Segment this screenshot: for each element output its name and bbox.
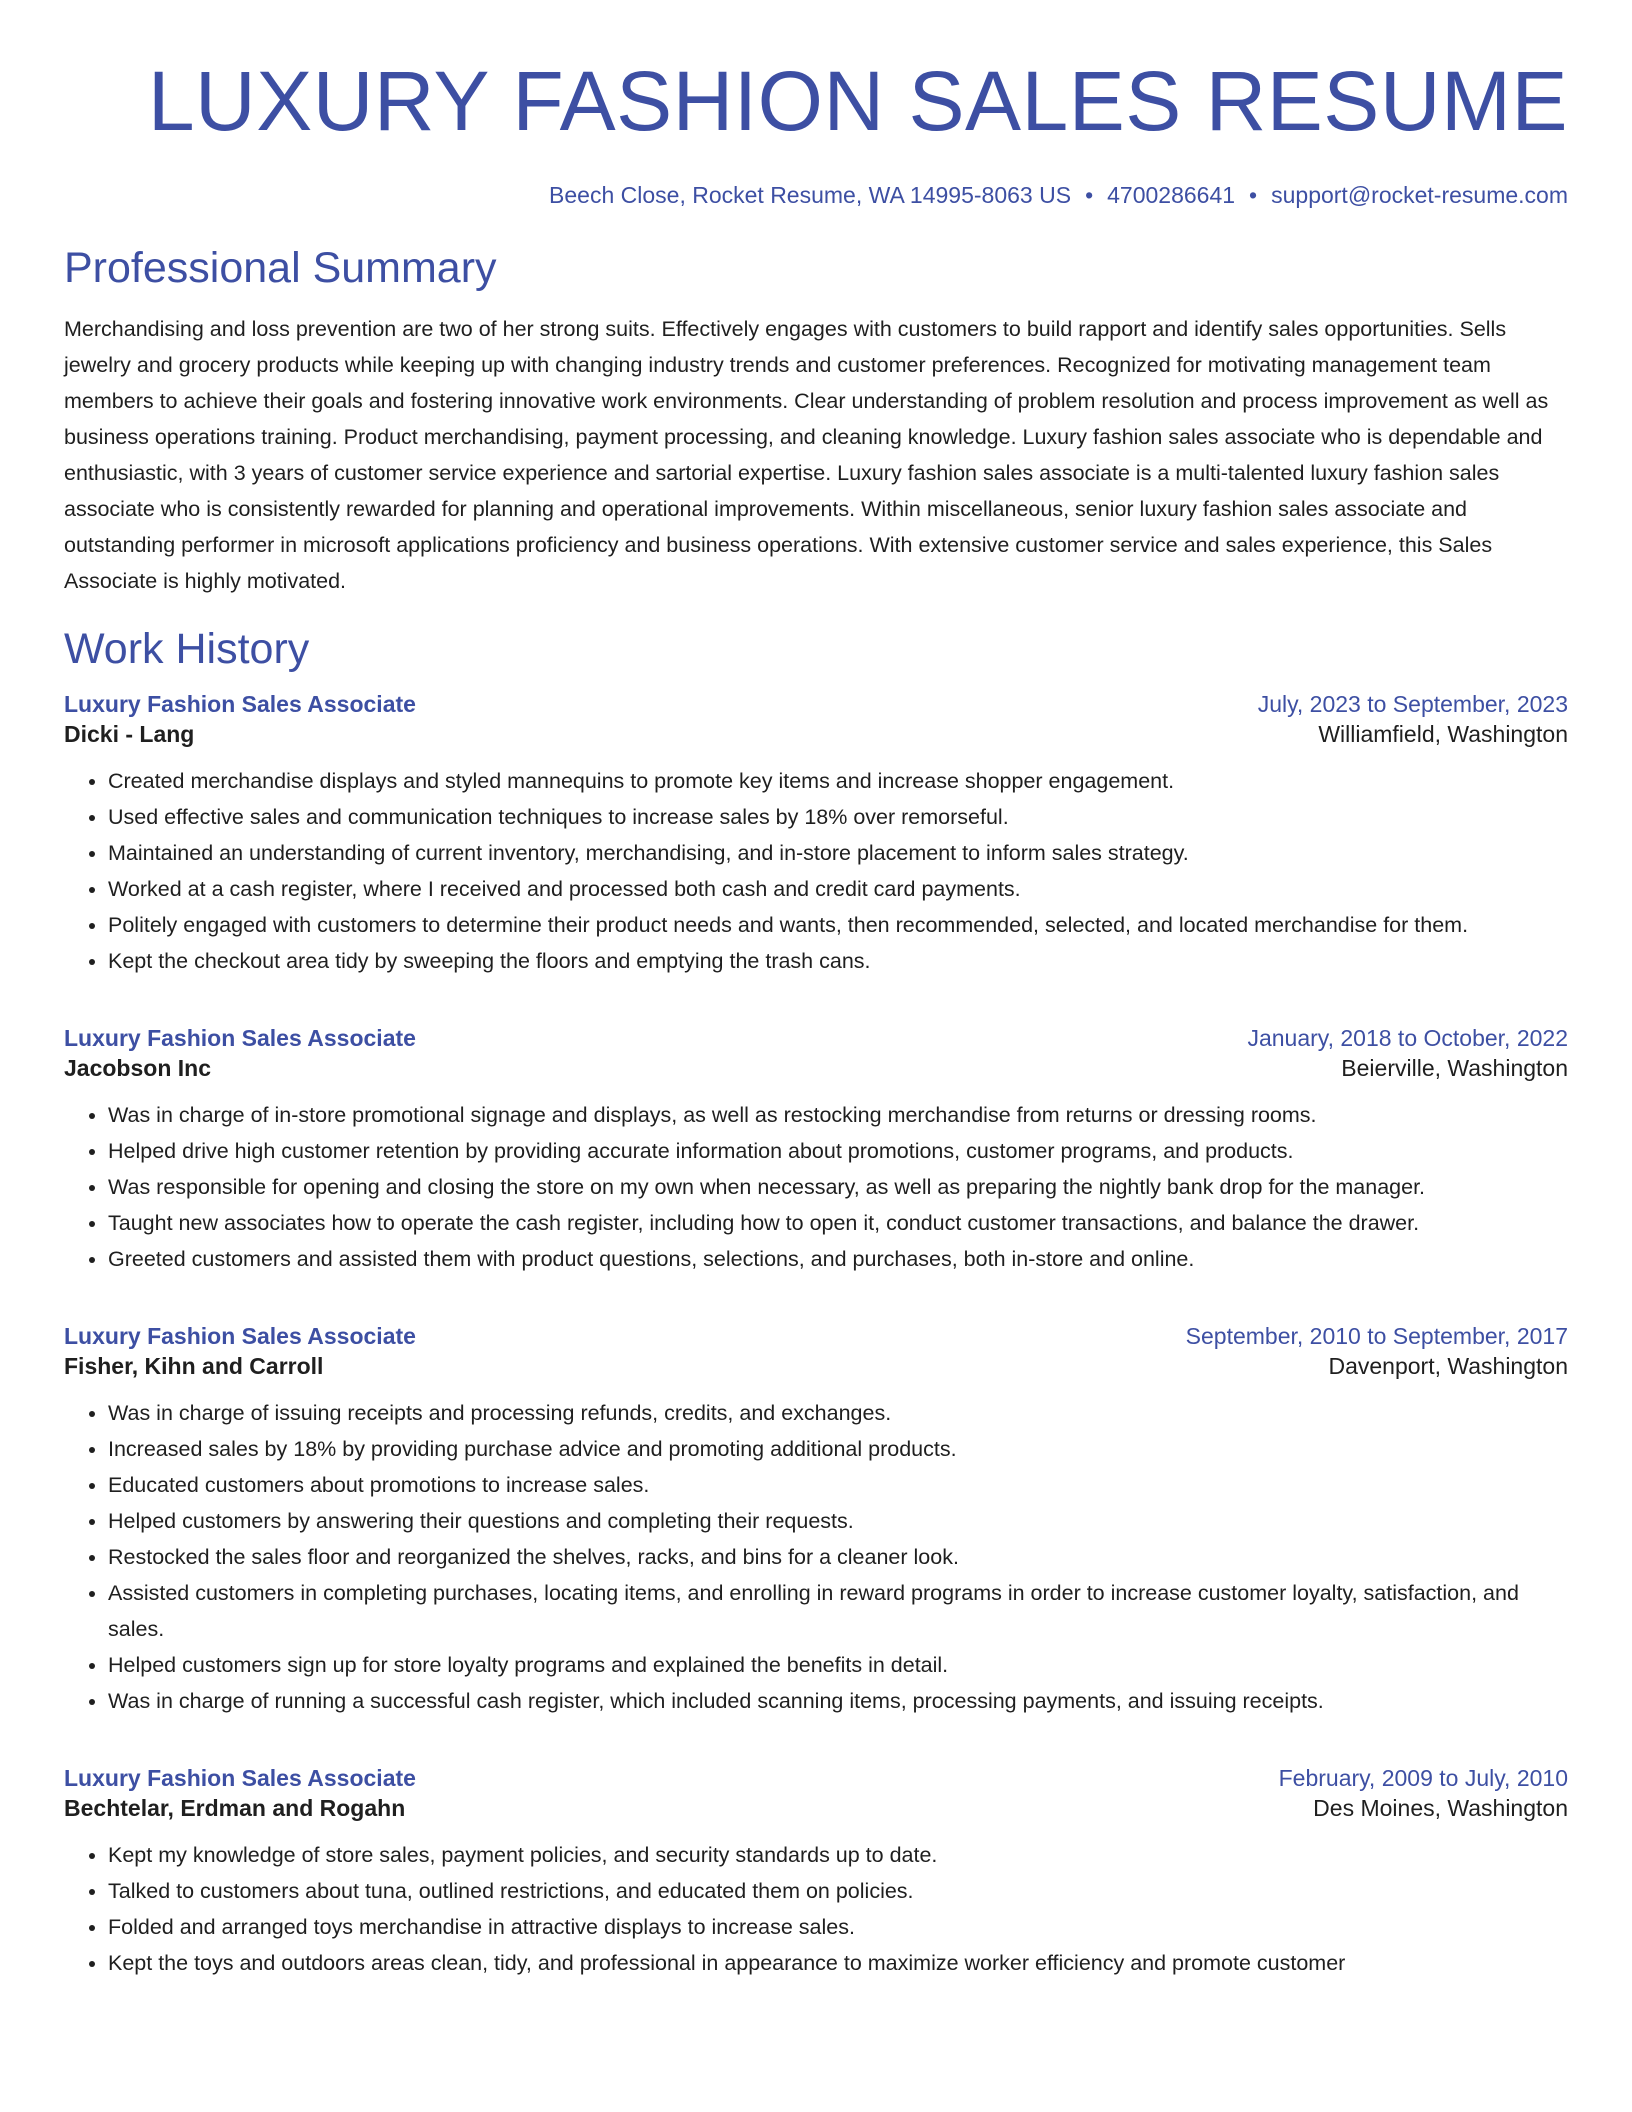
job-bullet: • Restocked the sales floor and reorganized the shelves, racks, and bins for a cleaner look. xyxy=(108,1539,1568,1575)
contact-separator: • xyxy=(1249,182,1258,208)
job-dates: September, 2010 to September, 2017 xyxy=(1185,1323,1568,1349)
resume-page xyxy=(64,0,1568,1981)
job-bullet-list xyxy=(64,1395,1568,1719)
job-bullet: • Was responsible for opening and closing the store on my own when necessary, as well as preparing the nightly bank drop for the manager. xyxy=(108,1169,1568,1205)
job-bullet-list xyxy=(64,1097,1568,1277)
job-company: Jacobson Inc xyxy=(64,1055,211,1081)
job-bullet: • Kept the toys and outdoors areas clean, tidy, and professional in appearance to maximize worker efficiency and promote customer xyxy=(108,1945,1568,1981)
job-list xyxy=(64,689,1568,1981)
job-bullet: • Taught new associates how to operate the cash register, including how to open it, conduct customer transactions, and balance the drawer. xyxy=(108,1205,1568,1241)
job-entry xyxy=(64,1023,1568,1277)
job-bullet-list xyxy=(64,763,1568,979)
job-company-row xyxy=(64,1053,1568,1083)
job-dates: July, 2023 to September, 2023 xyxy=(1257,691,1568,717)
job-bullet: • Helped customers sign up for store loyalty programs and explained the benefits in detail. xyxy=(108,1647,1568,1683)
job-bullet: • Greeted customers and assisted them with product questions, selections, and purchases, both in-store and online. xyxy=(108,1241,1568,1277)
resume-title: LUXURY FASHION SALES RESUME xyxy=(147,54,1568,148)
job-dates: January, 2018 to October, 2022 xyxy=(1247,1025,1568,1051)
job-bullet: • Used effective sales and communication techniques to increase sales by 18% over remorseful. xyxy=(108,799,1568,835)
job-title: Luxury Fashion Sales Associate xyxy=(64,1025,416,1051)
job-header-row xyxy=(64,1023,1568,1053)
job-bullet: • Was in charge of running a successful cash register, which included scanning items, processing payments, and issuing receipts. xyxy=(108,1683,1568,1719)
job-dates: February, 2009 to July, 2010 xyxy=(1278,1765,1568,1791)
contact-email: support@rocket-resume.com xyxy=(1271,182,1568,208)
section-title-work-history: Work History xyxy=(64,625,310,673)
contact-phone: 4700286641 xyxy=(1107,182,1236,208)
job-bullet-list xyxy=(64,1837,1568,1981)
job-entry xyxy=(64,1321,1568,1719)
job-bullet: • Was in charge of issuing receipts and processing refunds, credits, and exchanges. xyxy=(108,1395,1568,1431)
job-bullet: • Increased sales by 18% by providing purchase advice and promoting additional products. xyxy=(108,1431,1568,1467)
job-bullet: • Kept my knowledge of store sales, payment policies, and security standards up to date. xyxy=(108,1837,1568,1873)
job-company-row xyxy=(64,1351,1568,1381)
job-title: Luxury Fashion Sales Associate xyxy=(64,1765,416,1791)
job-bullet: • Politely engaged with customers to determine their product needs and wants, then recommended, selected, and located merchandise for them. xyxy=(108,907,1568,943)
section-title-summary: Professional Summary xyxy=(64,244,497,292)
job-bullet: • Worked at a cash register, where I received and processed both cash and credit card payments. xyxy=(108,871,1568,907)
job-bullet: • Folded and arranged toys merchandise in attractive displays to increase sales. xyxy=(108,1909,1568,1945)
contact-line xyxy=(64,180,1568,210)
job-company: Fisher, Kihn and Carroll xyxy=(64,1353,324,1379)
job-company-row xyxy=(64,719,1568,749)
job-bullet: • Created merchandise displays and styled mannequins to promote key items and increase shopper engagement. xyxy=(108,763,1568,799)
job-entry xyxy=(64,1763,1568,1981)
job-company-row xyxy=(64,1793,1568,1823)
job-header-row xyxy=(64,1321,1568,1351)
job-location: Beierville, Washington xyxy=(1341,1055,1568,1081)
job-entry xyxy=(64,689,1568,979)
contact-address: Beech Close, Rocket Resume, WA 14995-8063 US xyxy=(549,182,1072,208)
job-bullet: • Kept the checkout area tidy by sweeping the floors and emptying the trash cans. xyxy=(108,943,1568,979)
contact-separator: • xyxy=(1085,182,1094,208)
summary-paragraph: Merchandising and loss prevention are two of her strong suits. Effectively engages with customers to build rapport and identify sales opportunities. Sells jewelry and grocery products while keeping up with changing industry trends and customer preferences. Recognized for motivating management team members to achieve their goals and fostering innovative work environments. Clear understanding of problem resolution and process improvement as well as business operations training. Product merchandising, payment processing, and cleaning knowledge. Luxury fashion sales associate who is dependable and enthusiastic, with 3 years of customer service experience and sartorial expertise. Luxury fashion sales associate is a multi-talented luxury fashion sales associate who is consistently rewarded for planning and operational improvements. Within miscellaneous, senior luxury fashion sales associate and outstanding performer in microsoft applications proficiency and business operations. With extensive customer service and sales experience, this Sales Associate is highly motivated. xyxy=(64,317,1549,593)
job-location: Williamfield, Washington xyxy=(1318,721,1568,747)
job-company: Bechtelar, Erdman and Rogahn xyxy=(64,1795,406,1821)
job-header-row xyxy=(64,689,1568,719)
job-title: Luxury Fashion Sales Associate xyxy=(64,691,416,717)
job-bullet: • Talked to customers about tuna, outlined restrictions, and educated them on policies. xyxy=(108,1873,1568,1909)
job-location: Des Moines, Washington xyxy=(1313,1795,1568,1821)
job-bullet: • Maintained an understanding of current inventory, merchandising, and in-store placement to inform sales strategy. xyxy=(108,835,1568,871)
job-bullet: • Assisted customers in completing purchases, locating items, and enrolling in reward programs in order to increase customer loyalty, satisfaction, and sales. xyxy=(108,1575,1568,1647)
job-title: Luxury Fashion Sales Associate xyxy=(64,1323,416,1349)
job-header-row xyxy=(64,1763,1568,1793)
job-bullet: • Helped customers by answering their questions and completing their requests. xyxy=(108,1503,1568,1539)
job-location: Davenport, Washington xyxy=(1328,1353,1568,1379)
job-bullet: • Was in charge of in-store promotional signage and displays, as well as restocking merchandise from returns or dressing rooms. xyxy=(108,1097,1568,1133)
job-company: Dicki - Lang xyxy=(64,721,195,747)
job-bullet: • Helped drive high customer retention by providing accurate information about promotions, customer programs, and products. xyxy=(108,1133,1568,1169)
job-bullet: • Educated customers about promotions to increase sales. xyxy=(108,1467,1568,1503)
